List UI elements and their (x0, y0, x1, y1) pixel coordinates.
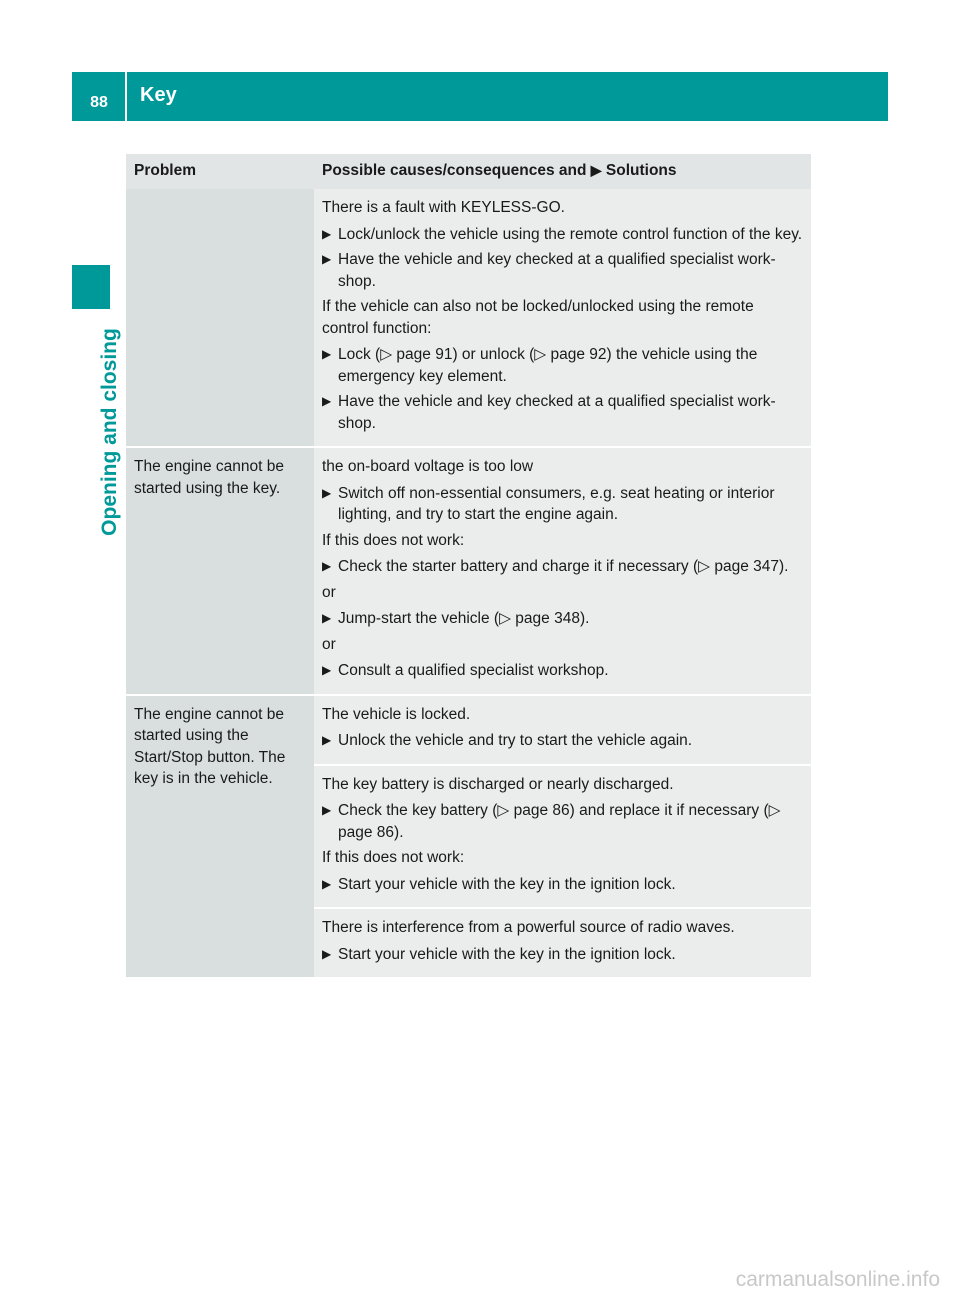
step-arrow-icon: ▶ (322, 226, 332, 241)
cause-text: If this does not work: (322, 531, 465, 549)
column-header-problem: Problem (126, 154, 314, 189)
step-item (322, 483, 803, 526)
step-item (322, 660, 803, 682)
step-item (322, 224, 803, 246)
step-item (322, 391, 803, 434)
step-arrow-icon: ▶ (322, 485, 332, 500)
step-text: Jump-start the vehicle (▷ page 348). (338, 610, 590, 627)
step-item (322, 608, 803, 630)
step-item (322, 944, 803, 966)
column-header-solutions-suffix: Solutions (605, 162, 677, 179)
problem-cell: The engine cannot be started using the key. (126, 447, 314, 695)
step-text: Lock/unlock the vehicle using the remote control function of the key. (338, 225, 803, 243)
cause-text: There is interference from a powerful source of radio waves. (322, 919, 735, 936)
solution-cell (314, 447, 811, 695)
column-header-solutions (314, 154, 811, 189)
solution-cell (314, 765, 811, 909)
solution-cell (314, 695, 811, 765)
step-text: Check the key battery (▷ page 86) and replace it if necessary (▷ page 86). (338, 802, 781, 841)
step-item (322, 730, 803, 752)
cause-text: The vehicle is locked. (322, 705, 471, 723)
troubleshooting-table (126, 154, 811, 977)
step-text: Unlock the vehicle and try to start the vehicle again. (338, 732, 693, 749)
watermark: carmanualsonline.info (735, 1268, 940, 1291)
step-arrow-icon: ▶ (322, 733, 332, 747)
header-bar (72, 72, 888, 121)
problem-cell (126, 189, 314, 447)
header-separator (125, 72, 127, 121)
step-text: Have the vehicle and key checked at a qualified specialist work-shop. (338, 393, 776, 432)
table-row (126, 447, 811, 695)
table-row (126, 695, 811, 765)
step-text: Start your vehicle with the key in the ignition lock. (338, 945, 676, 963)
step-text: Check the starter battery and charge it if necessary (▷ page 347). (338, 558, 789, 575)
cause-text: If this does not work: (322, 849, 465, 866)
step-item (322, 249, 803, 292)
step-arrow-icon: ▶ (322, 946, 332, 961)
cause-text: or (322, 583, 336, 601)
column-header-solutions-prefix: Possible causes/consequences and (322, 162, 587, 179)
cause-text: or (322, 635, 336, 653)
table-row (126, 189, 811, 447)
step-arrow-icon: ▶ (322, 252, 332, 266)
step-text: Consult a qualified specialist workshop. (338, 662, 609, 679)
step-arrow-icon: ▶ (322, 394, 332, 408)
side-tab-label: Opening and closing (98, 328, 121, 536)
solution-cell (314, 189, 811, 447)
step-arrow-icon: ▶ (322, 611, 332, 625)
cause-text: There is a fault with KEYLESS-GO. (322, 199, 565, 216)
problem-cell: The engine cannot be started using the Start/Stop button. The key is in the vehicle. (126, 695, 314, 978)
step-text: Start your vehicle with the key in the ignition lock. (338, 875, 676, 893)
step-text: Lock (▷ page 91) or unlock (▷ page 92) the vehicle using the emergency key element. (338, 346, 758, 385)
step-item (322, 344, 803, 387)
step-arrow-icon: ▶ (322, 876, 332, 891)
step-item (322, 556, 803, 578)
table-header-row (126, 154, 811, 189)
step-item (322, 800, 803, 843)
step-arrow-icon: ▶ (322, 803, 332, 817)
step-text: Have the vehicle and key checked at a qualified specialist work-shop. (338, 251, 776, 290)
step-arrow-icon: ▶ (322, 663, 332, 677)
page-number: 88 (90, 94, 108, 111)
solution-cell (314, 908, 811, 977)
step-arrow-icon: ▶ (322, 347, 332, 361)
step-text: Switch off non-essential consumers, e.g. seat heating or interior lighting, and try to start the engine again. (338, 484, 775, 523)
cause-text: If the vehicle can also not be locked/unlocked using the remote control function: (322, 298, 754, 337)
side-tab-marker (72, 265, 110, 309)
cause-text: the on-board voltage is too low (322, 458, 534, 475)
page-title: Key (140, 84, 177, 106)
play-icon: ▶ (590, 162, 602, 178)
step-item (322, 874, 803, 896)
cause-text: The key battery is discharged or nearly discharged. (322, 775, 674, 793)
step-arrow-icon: ▶ (322, 559, 332, 573)
